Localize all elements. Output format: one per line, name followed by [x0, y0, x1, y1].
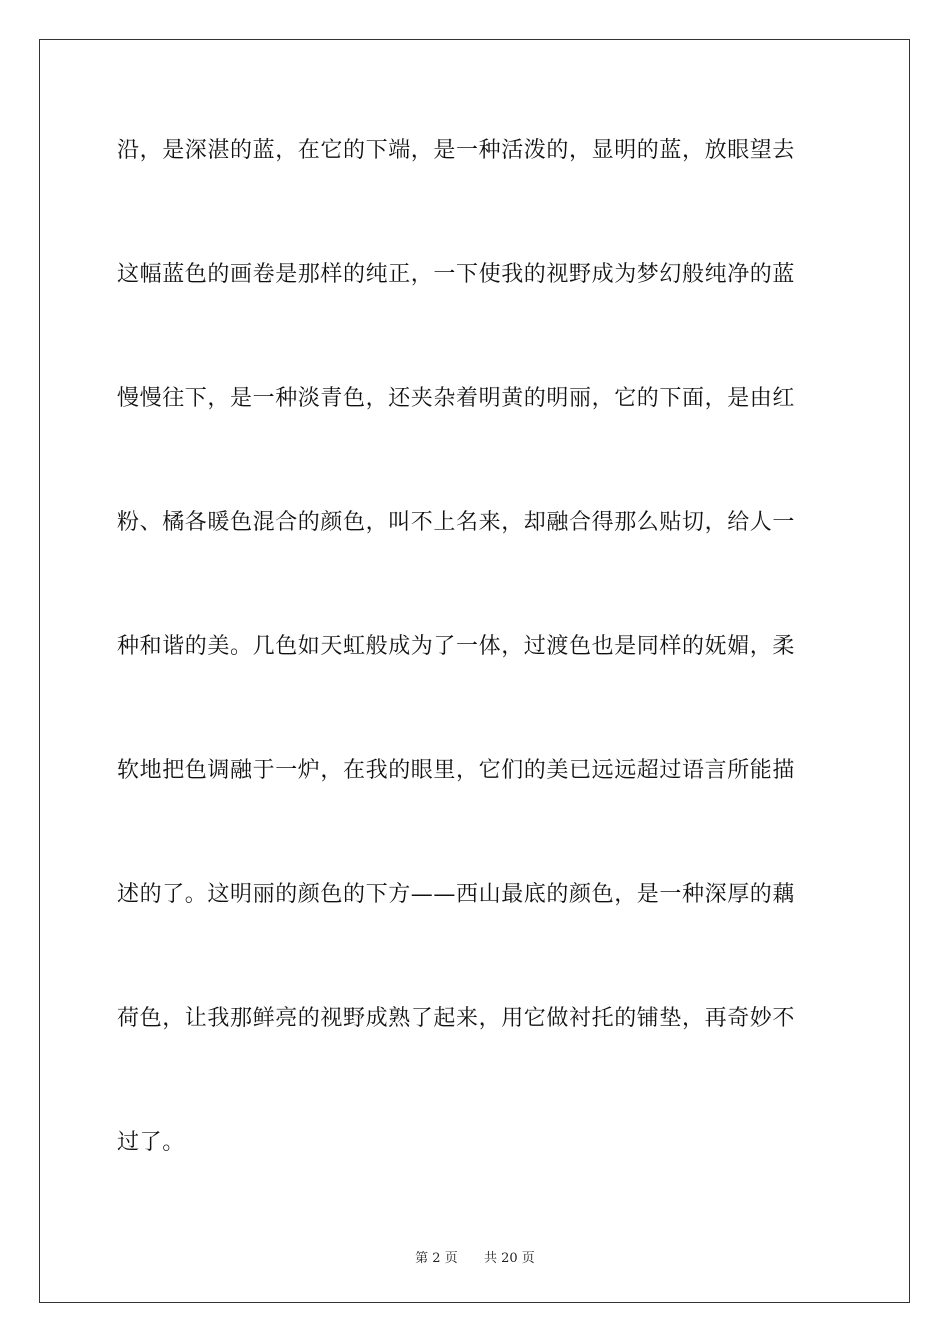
page-footer	[0, 1247, 950, 1266]
text-line: 荷色，让我那鲜亮的视野成熟了起来，用它做衬托的铺垫，再奇妙不	[117, 1006, 796, 1031]
text-line: 这幅蓝色的画卷是那样的纯正，一下使我的视野成为梦幻般纯净的蓝	[117, 262, 796, 287]
text-line: 述的了。这明丽的颜色的下方——西山最底的颜色，是一种深厚的藕	[117, 882, 796, 907]
text-line: 种和谐的美。几色如天虹般成为了一体，过渡色也是同样的妩媚，柔	[117, 634, 796, 659]
text-line: 粉、橘各暖色混合的颜色，叫不上名来，却融合得那么贴切，给人一	[117, 510, 796, 535]
text-line: 软地把色调融于一炉，在我的眼里，它们的美已远远超过语言所能描	[117, 758, 796, 783]
text-line: 过了。	[117, 1130, 185, 1155]
body-text	[117, 126, 833, 1242]
text-line: 沿，是深湛的蓝，在它的下端，是一种活泼的，显明的蓝，放眼望去	[117, 138, 796, 163]
text-line: 慢慢往下，是一种淡青色，还夹杂着明黄的明丽，它的下面，是由红	[117, 386, 796, 411]
page-total: 共 20 页	[484, 1251, 535, 1266]
page-number: 第 2 页	[415, 1251, 458, 1266]
